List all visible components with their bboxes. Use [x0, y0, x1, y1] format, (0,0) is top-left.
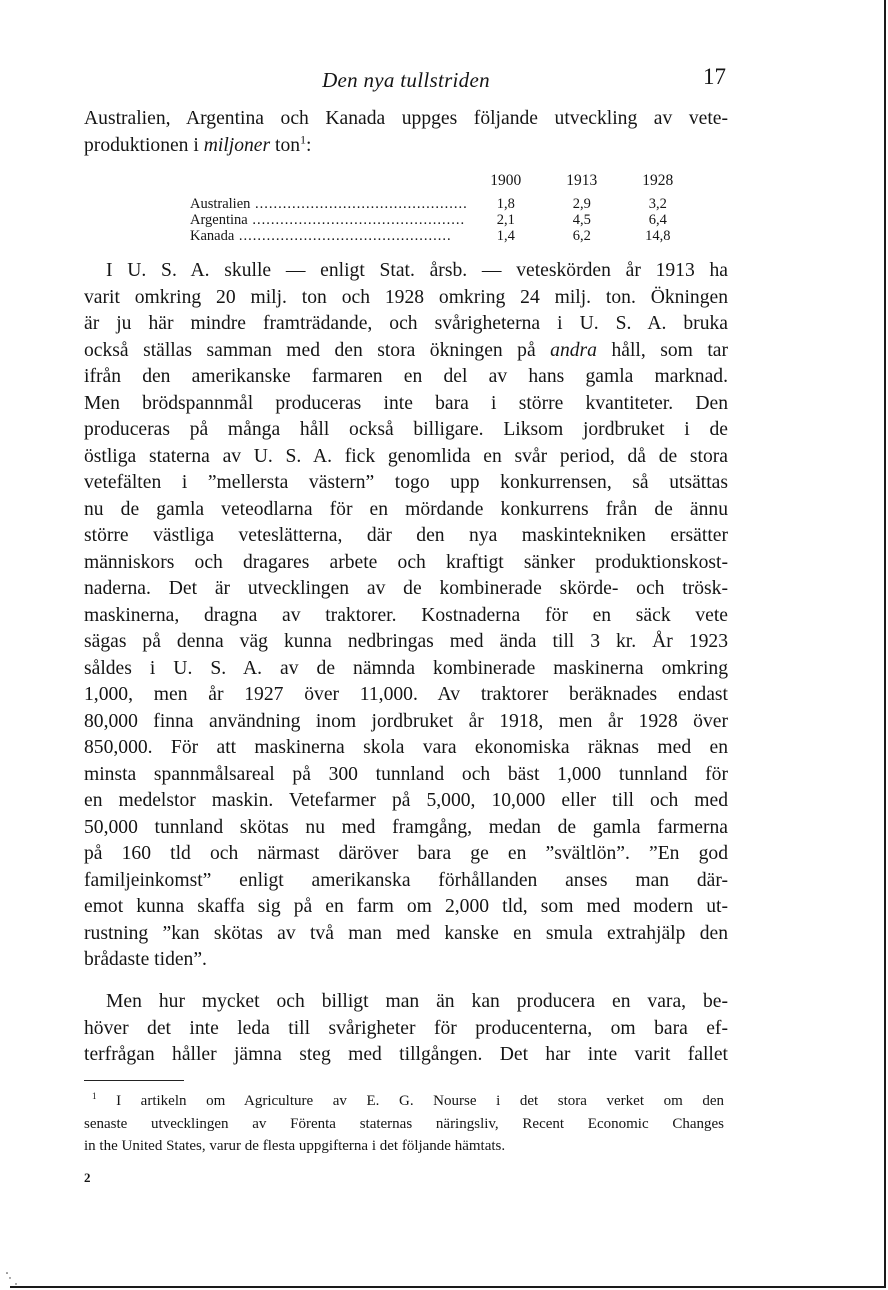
footnote-line [84, 1090, 724, 1113]
text-line: brådaste tiden”. [84, 949, 207, 970]
text-line: Men hur mycket och billigt man än kan producera en vara, be- [106, 991, 728, 1012]
text-line: rustning ”kan skötas av två man med kanske en smula extrahjälp den [84, 922, 728, 944]
table-row [190, 212, 696, 228]
text-line: på 160 tld och närmast däröver bara ge en ”svältlön”. ”En god [84, 843, 728, 864]
value-cell: 1,4 [496, 228, 515, 244]
year-header: 1928 [642, 172, 674, 189]
text-line: större västliga veteslätterna, där den nya maskintekniken ersätter [84, 525, 728, 546]
table-row [190, 228, 696, 244]
text-line: terfrågan håller jämna steg med tillgången. Det har inte varit fallet [84, 1044, 728, 1065]
value-cell: 14,8 [645, 228, 671, 244]
text-run: produktionen i [84, 134, 204, 156]
footnote-reference: 1 [300, 132, 306, 146]
text-line: produceras på många håll också billigare. Liksom jordbruket i de [84, 419, 728, 440]
text-run: också ställas samman med den stora ökningen på [84, 339, 551, 361]
text-line: maskinerna, dragna av traktorer. Kostnaderna för en säck vete [84, 604, 728, 626]
footnote-mark: 1 [92, 1091, 97, 1101]
scan-specks [4, 1270, 24, 1286]
text-line: emot kunna skaffa sig på en farm om 2,000 tld, som med modern ut- [84, 896, 728, 917]
text-line: I U. S. A. skulle — enligt Stat. årsb. — veteskörden år 1913 ha [106, 260, 728, 281]
value-cell: 4,5 [572, 212, 591, 228]
text-run: håll, som tar [596, 339, 728, 361]
country-cell: Argentina ..... [190, 212, 468, 228]
value-cell: 6,2 [572, 228, 591, 244]
scan-border-right [884, 0, 886, 1288]
text-line: höver det inte leda till svårigheter för producenterna, om bara ef- [84, 1017, 728, 1039]
text-line: östliga staterna av U. S. A. fick genomlida en svår period, då de stora [84, 445, 728, 467]
page-header [84, 64, 728, 96]
text-line: naderna. Det är utvecklingen av de kombinerade skörde- och trösk- [84, 578, 728, 599]
text-line: minsta spannmålsareal på 300 tunnland och bäst 1,000 tunnland för [84, 763, 728, 785]
text-line: sägas på denna väg kunna nedbringas med ända till 3 kr. År 1923 [84, 631, 728, 652]
intro-paragraph [84, 106, 728, 159]
text-line [84, 338, 728, 365]
value-cell: 2,9 [572, 196, 591, 212]
text-run: : [305, 134, 312, 156]
text-run: I artikeln om Agriculture av E. G. Nourse i det stora verket om den [96, 1093, 724, 1109]
text-line: människors och dragares arbete och kraftigt sänker produktionskost- [84, 551, 728, 573]
text-line: är ju här mindre framträdande, och svårigheterna i U. S. A. bruka [84, 313, 728, 334]
text-line: vetefälten i ”mellersta västern” togo upp konkurrensen, så utsättas [84, 472, 728, 493]
text-line: 850,000. För att maskinerna skola vara ekonomiska räknas med en [84, 737, 728, 758]
footnote-line: senaste utvecklingen av Förenta staternas näringsliv, Recent Economic Changes [84, 1115, 724, 1132]
year-header: 1900 [490, 172, 522, 189]
footnote-line: in the United States, varur de flesta uppgifterna i det följande hämtats. [84, 1138, 506, 1154]
value-cell: 6,4 [648, 212, 667, 228]
text-run: ton [270, 134, 301, 156]
speck [15, 1283, 16, 1284]
running-title: Den nya tullstriden [322, 68, 490, 92]
table-header-row [190, 170, 696, 196]
text-line: 1,000, men år 1927 över 11,000. Av traktorer beräknades endast [84, 684, 728, 705]
speck [9, 1277, 10, 1278]
text-line: Australien, Argentina och Kanada uppges följande utveckling av vete- [84, 108, 728, 129]
year-header: 1913 [566, 172, 598, 189]
footnote-rule [84, 1080, 184, 1081]
text-line: Men brödspannmål produceras inte bara i större kvantiteter. Den [84, 392, 728, 414]
country-cell: Kanada ..... [190, 228, 468, 244]
text-line: ifrån den amerikanske farmaren en del av hans gamla marknad. [84, 366, 728, 387]
value-cell: 1,8 [496, 196, 515, 212]
text-line: varit omkring 20 milj. ton och 1928 omkring 24 milj. ton. Ökningen [84, 286, 728, 308]
body-paragraph-2 [84, 989, 728, 1069]
wheat-production-table [190, 170, 696, 244]
speck [6, 1272, 8, 1274]
table-row [190, 196, 696, 212]
body-paragraph-1 [84, 258, 728, 974]
footnote [84, 1090, 724, 1158]
italic-word: miljoner [203, 134, 271, 156]
italic-word: andra [550, 339, 597, 361]
text-line: en medelstor maskin. Vetefarmer på 5,000, 10,000 eller till och med [84, 790, 728, 811]
table-corner [190, 170, 468, 196]
printer-signature: 2 [84, 1170, 91, 1185]
scan-border-bottom [10, 1286, 886, 1288]
text-line: 50,000 tunnland skötas nu med framgång, medan de gamla farmerna [84, 816, 728, 838]
text-line: nu de gamla veteodlarna för en mördande konkurrens från de ännu [84, 498, 728, 520]
value-cell: 3,2 [648, 196, 667, 212]
page-number: 17 [703, 64, 726, 89]
text-line [84, 133, 728, 160]
value-cell: 2,1 [496, 212, 515, 228]
country-cell: Australien ..... [190, 196, 468, 212]
text-line: 80,000 finna användning inom jordbruket år 1918, men år 1928 över [84, 710, 728, 732]
text-line: såldes i U. S. A. av de nämnda kombinerade maskinerna omkring [84, 657, 728, 679]
text-line: familjeinkomst” enligt amerikanska förhållanden anses man där- [84, 869, 728, 891]
